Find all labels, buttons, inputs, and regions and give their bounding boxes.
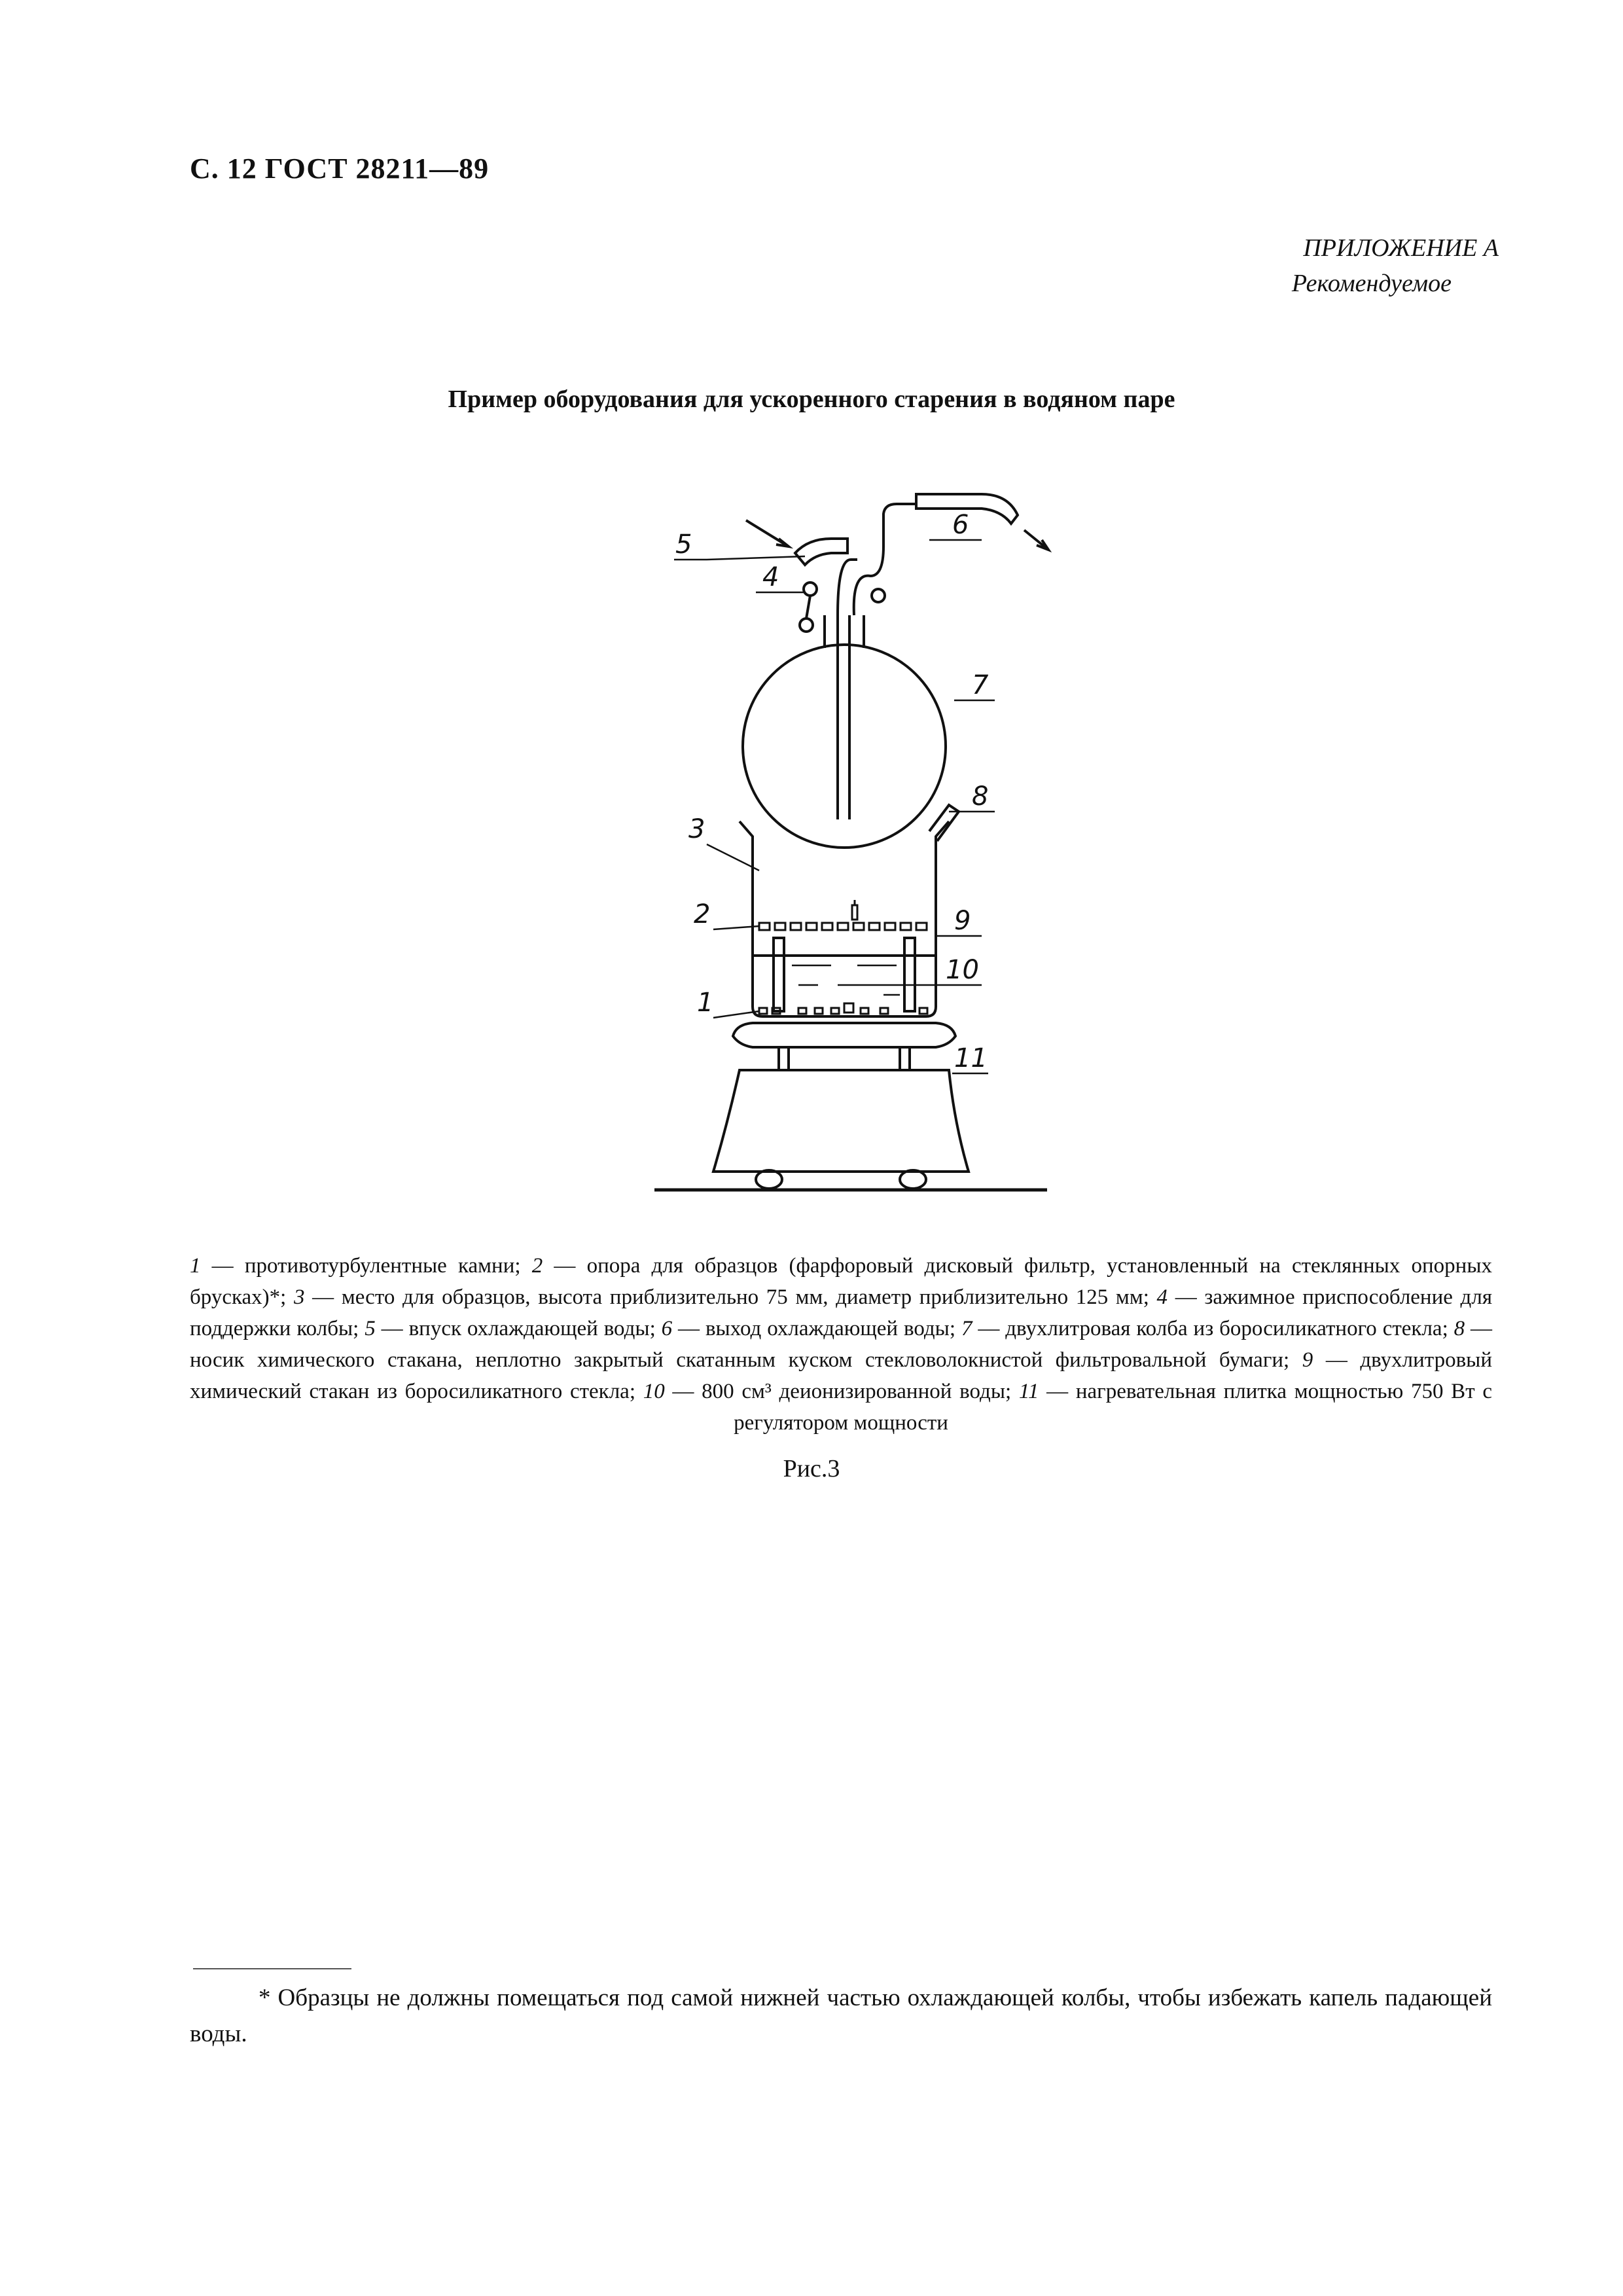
legend-num: 11	[1018, 1380, 1039, 1403]
footnote: * Образцы не должны помещаться под самой нижней частью охлаждающей колбы, чтобы избежать капель падающей воды.	[190, 1984, 1492, 2047]
figure-legend: 1 — противотурбулентные камни; 2 — опора для образцов (фарфоровый дисковый фильтр, установленный на стеклянных опорных брусках)*; 3 — место для образцов, высота приблизительно 75 мм, диаметр приблизительно 125 мм; 4 — зажимное приспособление для поддержки колбы; 5 — впуск охлаждающей воды; 6 — выход охлаждающей воды; 7 — двухлитровая колба из боросиликатного стекла; 8 — носик химического стакана, неплотно закрытый скатанным куском стекловолокнистой фильтровальной бумаги; 9 — двухлитровый химический стакан из боросиликатного стекла; 10 — 800 см³ деионизированной воды; 11 — нагревательная плитка мощностью 750 Вт с регулятором мощности	[190, 1254, 1493, 1435]
legend-text: 800 см³ деионизированной воды;	[702, 1380, 1019, 1403]
apparatus-diagram	[641, 468, 1060, 1208]
callout-7: 7	[972, 670, 989, 700]
callout-3: 3	[688, 814, 705, 844]
callout-9: 9	[954, 906, 971, 936]
legend-num: 10	[643, 1380, 665, 1403]
legend-text: противотурбулентные камни;	[244, 1254, 532, 1278]
legend-num: 3	[294, 1285, 305, 1309]
legend-text: двухлитровая колба из боросиликатного стекла;	[1005, 1317, 1454, 1340]
legend-text: выход охлаждающей воды;	[705, 1317, 961, 1340]
legend-text: нагревательная плитка мощностью 750 Вт с регулятором мощности	[734, 1380, 1492, 1435]
page-header: С. 12 ГОСТ 28211—89	[190, 152, 490, 185]
figure-label: Рис.3	[783, 1455, 840, 1482]
legend-num: 7	[961, 1317, 972, 1340]
callout-10: 10	[946, 955, 979, 985]
appendix-heading	[1292, 230, 1499, 301]
legend-text: впуск охлаждающей воды;	[408, 1317, 662, 1340]
legend-num: 6	[661, 1317, 673, 1340]
callout-4: 4	[762, 562, 779, 592]
legend-text: зажимное приспособление для поддержки колбы;	[190, 1285, 1492, 1340]
callout-6: 6	[952, 510, 969, 540]
callout-8: 8	[972, 781, 989, 812]
callout-5: 5	[675, 529, 692, 560]
appendix-status: Рекомендуемое	[1291, 270, 1452, 297]
legend-num: 1	[190, 1254, 201, 1278]
legend-num: 4	[1156, 1285, 1168, 1309]
legend-text: носик химического стакана, неплотно закрытый скатанным куском стекловолокнистой фильтровальной бумаги;	[190, 1348, 1302, 1372]
legend-num: 2	[531, 1254, 543, 1278]
footnote-divider	[193, 1968, 351, 1969]
appendix-title: ПРИЛОЖЕНИЕ А	[1303, 234, 1499, 262]
callout-11: 11	[954, 1043, 988, 1073]
legend-text: двухлитровый химический стакан из боросиликатного стекла;	[190, 1348, 1492, 1403]
callout-1: 1	[697, 988, 714, 1018]
legend-num: 9	[1302, 1348, 1313, 1372]
figure-title: Пример оборудования для ускоренного старения в водяном паре	[448, 386, 1175, 413]
legend-num: 5	[365, 1317, 376, 1340]
legend-text: место для образцов, высота приблизительно 75 мм, диаметр приблизительно 125 мм;	[341, 1285, 1157, 1309]
legend-num: 8	[1454, 1317, 1465, 1340]
callout-2: 2	[694, 899, 711, 929]
legend-text: опора для образцов (фарфоровый дисковый фильтр, установленный на стеклянных опорных брусках)*;	[190, 1254, 1492, 1309]
